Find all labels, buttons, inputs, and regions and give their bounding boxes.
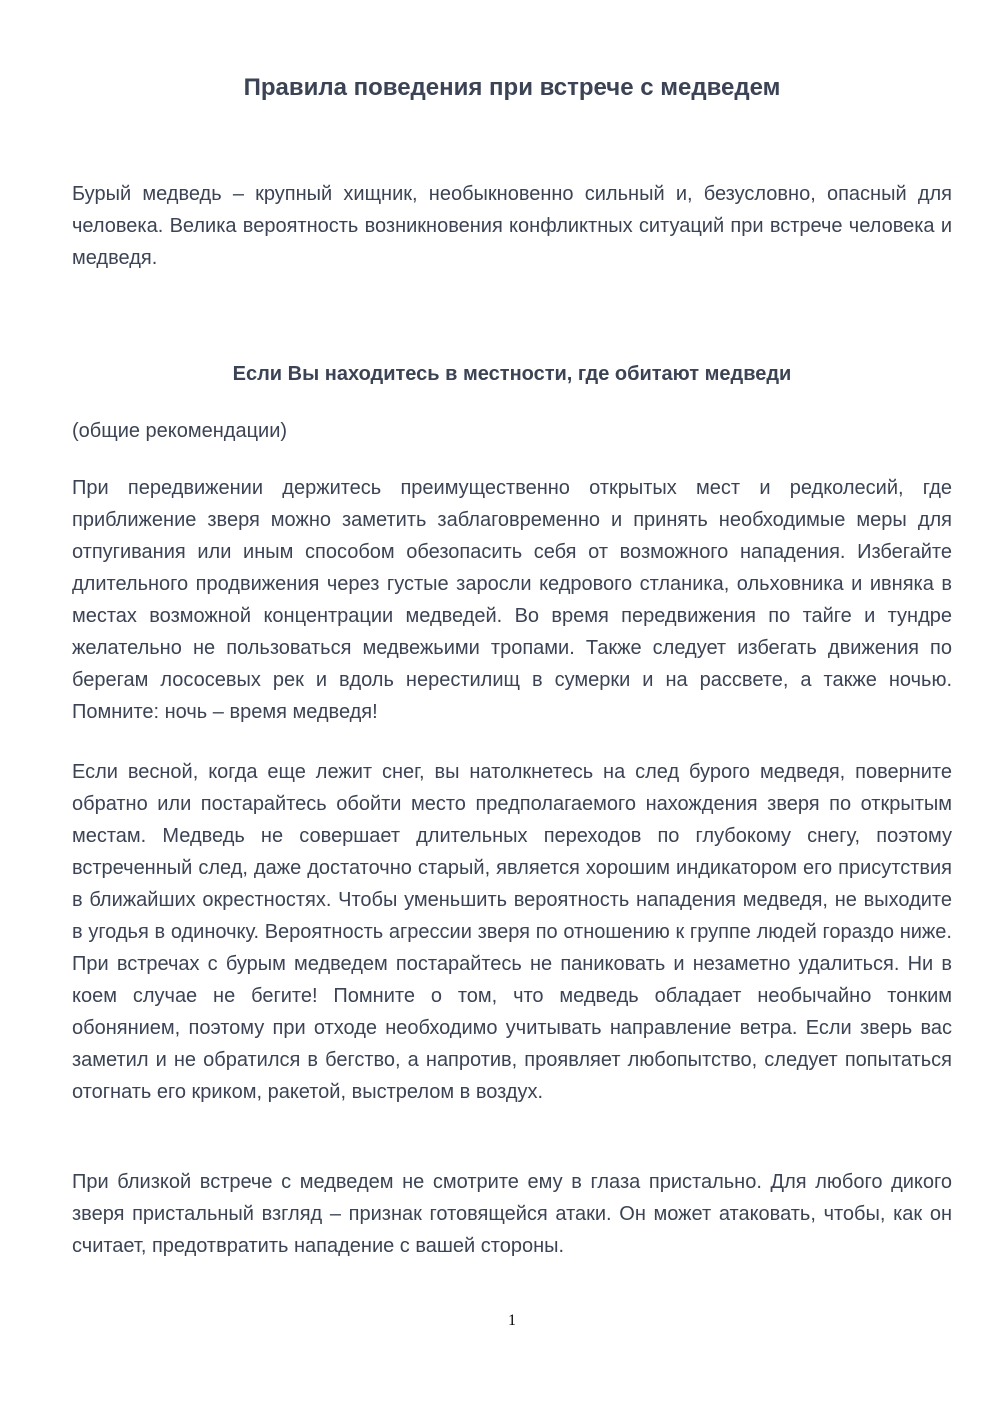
body-paragraph-2: Если весной, когда еще лежит снег, вы натолкнетесь на след бурого медведя, поверните обратно или постарайтесь обойти место предполагаемого нахождения зверя по открытым местам. Медведь не совершает длительных переходов по глубокому снегу, поэтому встреченный след, даже достаточно старый, является хорошим индикатором его присутствия в ближайших окрестностях. Чтобы уменьшить вероятность нападения медведя, не выходите в угодья в одиночку. Вероятность агрессии зверя по отношению к группе людей гораздо ниже. При встречах с бурым медведем постарайтесь не паниковать и незаметно удалиться. Ни в коем случае не бегите! Помните о том, что медведь обладает необычайно тонким обонянием, поэтому при отходе необходимо учитывать направление ветра. Если зверь вас заметил и не обратился в бегство, а напротив, проявляет любопытство, следует попытаться отогнать его криком, ракетой, выстрелом в воздух. — [72, 761, 952, 1103]
body-paragraph-3: При близкой встрече с медведем не смотрите ему в глаза пристально. Для любого дикого зверя пристальный взгляд – признак готовящейся атаки. Он может атаковать, чтобы, как он считает, предотвратить нападение с вашей стороны. — [72, 1171, 952, 1257]
intro-paragraph: Бурый медведь – крупный хищник, необыкновенно сильный и, безусловно, опасный для человека. Велика вероятность возникновения конфликтных ситуаций при встрече человека и медведя. — [72, 183, 952, 269]
page-number: 1 — [508, 1312, 516, 1329]
body-paragraph-1: При передвижении держитесь преимущественно открытых мест и редколесий, где приближение зверя можно заметить заблаговременно и принять необходимые меры для отпугивания или иным способом обезопасить себя от возможного нападения. Избегайте длительного продвижения через густые заросли кедрового стланика, ольховника и ивняка в местах возможной концентрации медведей. Во время передвижения по тайге и тундре желательно не пользоваться медвежьими тропами. Также следует избегать движения по берегам лососевых рек и вдоль нерестилищ в сумерки и на рассвете, а также ночью. Помните: ночь – время медведя! — [72, 477, 952, 723]
document-title: Правила поведения при встрече с медведем — [243, 74, 781, 101]
section-heading: Если Вы находитесь в местности, где обитают медведи — [232, 363, 792, 385]
section-subtitle: (общие рекомендации) — [72, 420, 288, 442]
